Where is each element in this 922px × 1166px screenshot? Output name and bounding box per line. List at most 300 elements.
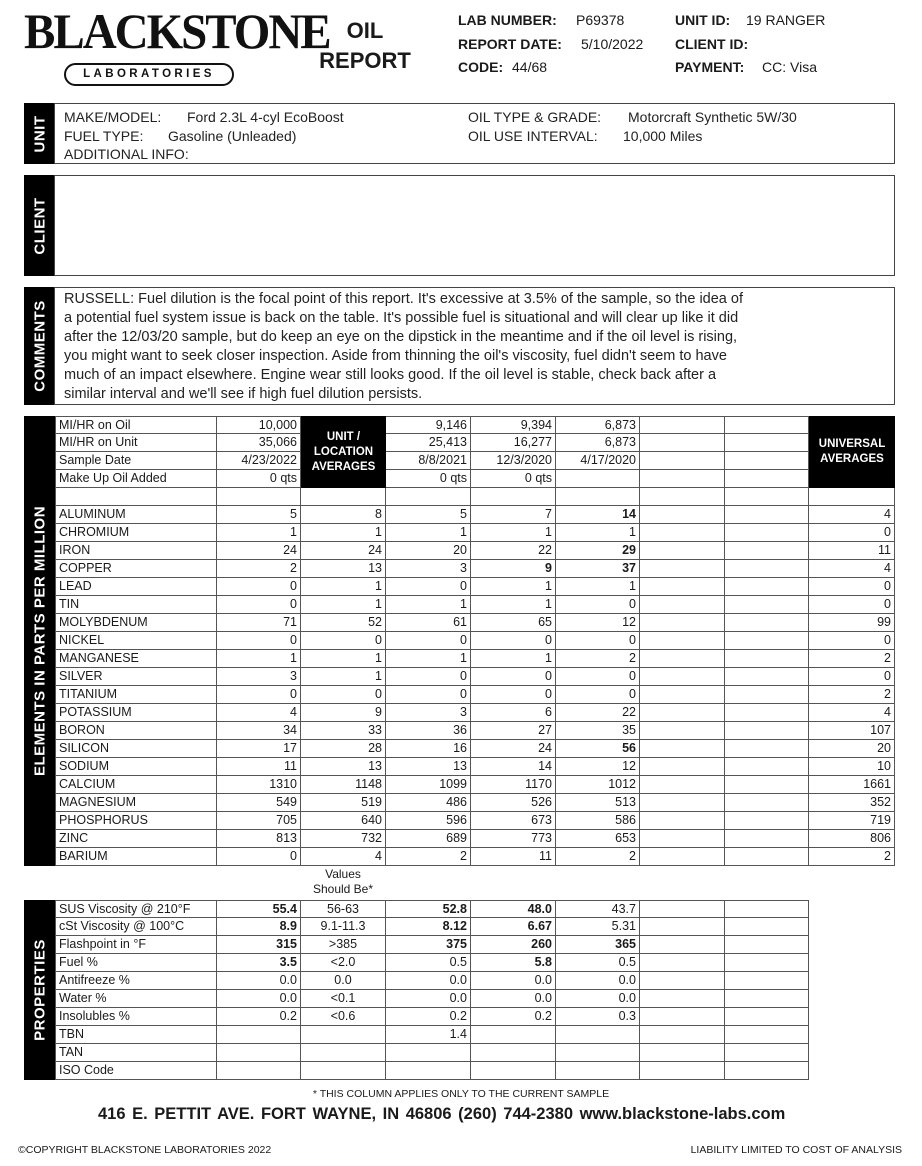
- oil-type-value: Motorcraft Synthetic 5W/30: [628, 109, 797, 125]
- spacer-cell: [386, 488, 471, 506]
- property-value-s1: 0.2: [386, 1008, 471, 1026]
- payment-label: PAYMENT:: [675, 59, 745, 75]
- footnote: * THIS COLUMN APPLIES ONLY TO THE CURRENT SAMPLE: [312, 1088, 610, 1100]
- property-value-avg: >385: [301, 936, 386, 954]
- element-value-avg: 519: [301, 794, 386, 812]
- empty-cell: [640, 632, 725, 650]
- element-label: NICKEL: [55, 632, 217, 650]
- property-value-s3: 0.5: [556, 954, 640, 972]
- empty-cell: [640, 686, 725, 704]
- property-label: Insolubles %: [55, 1008, 217, 1026]
- info-cell-s2: 16,277: [471, 434, 556, 452]
- empty-cell: [640, 470, 725, 488]
- element-value-s3: 1012: [556, 776, 640, 794]
- empty-cell: [725, 936, 809, 954]
- element-value-uni: 10: [809, 758, 895, 776]
- element-value-s2: 11: [471, 848, 556, 866]
- element-value-uni: 352: [809, 794, 895, 812]
- info-cell-cur: 35,066: [216, 434, 301, 452]
- element-label: MANGANESE: [55, 650, 217, 668]
- values-should-be-header: [301, 867, 385, 897]
- element-value-s3: 0: [556, 632, 640, 650]
- element-label: LEAD: [55, 578, 217, 596]
- report-date-value: 5/10/2022: [581, 36, 644, 52]
- element-label: TITANIUM: [55, 686, 217, 704]
- element-value-cur: 0: [216, 578, 301, 596]
- empty-cell: [725, 972, 809, 990]
- element-label: CALCIUM: [55, 776, 217, 794]
- element-value-cur: 24: [216, 542, 301, 560]
- element-value-uni: 11: [809, 542, 895, 560]
- empty-cell: [725, 524, 809, 542]
- spacer-cell: [55, 488, 217, 506]
- element-value-uni: 4: [809, 704, 895, 722]
- property-value-s1: [386, 1062, 471, 1080]
- element-value-avg: 13: [301, 758, 386, 776]
- empty-cell: [640, 848, 725, 866]
- info-row-label: Make Up Oil Added: [55, 470, 217, 488]
- liability-note: LIABILITY LIMITED TO COST OF ANALYSIS: [690, 1144, 902, 1156]
- property-value-s2: 0.2: [471, 1008, 556, 1026]
- element-value-uni: 2: [809, 848, 895, 866]
- element-label: SILICON: [55, 740, 217, 758]
- property-value-avg: 56-63: [301, 900, 386, 918]
- empty-cell: [725, 596, 809, 614]
- info-row-label: Sample Date: [55, 452, 217, 470]
- element-value-uni: 99: [809, 614, 895, 632]
- element-value-cur: 71: [216, 614, 301, 632]
- element-value-cur: 2: [216, 560, 301, 578]
- property-label: Fuel %: [55, 954, 217, 972]
- empty-cell: [640, 578, 725, 596]
- empty-cell: [640, 1044, 725, 1062]
- property-value-s2: 260: [471, 936, 556, 954]
- element-value-s3: 22: [556, 704, 640, 722]
- empty-cell: [640, 954, 725, 972]
- property-value-s3: 365: [556, 936, 640, 954]
- empty-cell: [640, 972, 725, 990]
- empty-cell: [725, 900, 809, 918]
- empty-cell: [725, 650, 809, 668]
- element-label: BORON: [55, 722, 217, 740]
- empty-cell: [725, 776, 809, 794]
- element-value-cur: 5: [216, 506, 301, 524]
- empty-cell: [725, 1026, 809, 1044]
- element-value-s1: 5: [386, 506, 471, 524]
- empty-cell: [725, 954, 809, 972]
- property-value-s2: [471, 1026, 556, 1044]
- logo-wordmark: BLACKSTONE: [24, 4, 330, 60]
- element-value-s3: 1: [556, 524, 640, 542]
- element-value-avg: 52: [301, 614, 386, 632]
- element-value-s3: 12: [556, 758, 640, 776]
- element-value-cur: 34: [216, 722, 301, 740]
- element-value-uni: 1661: [809, 776, 895, 794]
- element-value-s2: 0: [471, 686, 556, 704]
- property-value-avg: 9.1-11.3: [301, 918, 386, 936]
- element-value-s3: 37: [556, 560, 640, 578]
- comment-line: similar interval and we'll see if high fuel dilution persists.: [64, 386, 423, 402]
- empty-cell: [640, 1062, 725, 1080]
- spacer-cell: [556, 488, 640, 506]
- property-value-avg: 0.0: [301, 972, 386, 990]
- spacer-cell: [809, 488, 895, 506]
- spacer-cell: [301, 488, 386, 506]
- empty-cell: [725, 686, 809, 704]
- element-value-cur: 0: [216, 686, 301, 704]
- element-value-uni: 0: [809, 596, 895, 614]
- empty-cell: [725, 416, 809, 434]
- element-value-s1: 20: [386, 542, 471, 560]
- empty-cell: [725, 830, 809, 848]
- make-model-value: Ford 2.3L 4-cyl EcoBoost: [187, 109, 344, 125]
- lab-number-label: LAB NUMBER:: [458, 12, 557, 28]
- values-header-line-1: Values: [325, 867, 361, 881]
- elements-side-label: ELEMENTS IN PARTS PER MILLION: [24, 416, 55, 866]
- empty-cell: [640, 1026, 725, 1044]
- property-value-cur: [216, 1026, 301, 1044]
- element-value-cur: 549: [216, 794, 301, 812]
- info-row-label: MI/HR on Oil: [55, 416, 217, 434]
- element-value-s3: 2: [556, 848, 640, 866]
- element-value-s2: 1: [471, 596, 556, 614]
- element-value-s2: 1170: [471, 776, 556, 794]
- oil-type-label: OIL TYPE & GRADE:: [468, 109, 602, 125]
- element-label: COPPER: [55, 560, 217, 578]
- empty-cell: [640, 722, 725, 740]
- empty-cell: [640, 812, 725, 830]
- element-value-s2: 673: [471, 812, 556, 830]
- element-value-s1: 596: [386, 812, 471, 830]
- empty-cell: [640, 596, 725, 614]
- unit-id-label: UNIT ID:: [675, 12, 731, 28]
- element-value-uni: 4: [809, 506, 895, 524]
- code-label: CODE:: [458, 59, 504, 75]
- comments-side-label: COMMENTS: [24, 287, 55, 405]
- property-label: ISO Code: [55, 1062, 217, 1080]
- element-value-s1: 0: [386, 668, 471, 686]
- element-value-s2: 24: [471, 740, 556, 758]
- element-value-avg: 1: [301, 524, 386, 542]
- element-value-avg: 24: [301, 542, 386, 560]
- make-model-label: MAKE/MODEL:: [64, 109, 162, 125]
- comment-line: a potential fuel system issue is back on the table. It's possible fuel is situational and will clear up like it did: [64, 310, 739, 326]
- property-value-avg: <0.6: [301, 1008, 386, 1026]
- info-cell-cur: 4/23/2022: [216, 452, 301, 470]
- element-label: BARIUM: [55, 848, 217, 866]
- info-cell-s2: 12/3/2020: [471, 452, 556, 470]
- empty-cell: [640, 542, 725, 560]
- fuel-type-value: Gasoline (Unleaded): [168, 128, 297, 144]
- property-value-s2: 0.0: [471, 972, 556, 990]
- element-value-cur: 813: [216, 830, 301, 848]
- element-value-s3: 12: [556, 614, 640, 632]
- client-box: [54, 175, 895, 276]
- empty-cell: [640, 434, 725, 452]
- empty-cell: [725, 1062, 809, 1080]
- empty-cell: [725, 704, 809, 722]
- element-value-s3: 2: [556, 650, 640, 668]
- element-value-s3: 35: [556, 722, 640, 740]
- oil-use-value: 10,000 Miles: [623, 128, 703, 144]
- property-label: cSt Viscosity @ 100°C: [55, 918, 217, 936]
- empty-cell: [725, 990, 809, 1008]
- element-value-avg: 28: [301, 740, 386, 758]
- element-value-cur: 3: [216, 668, 301, 686]
- property-value-s2: 5.8: [471, 954, 556, 972]
- element-value-s1: 0: [386, 578, 471, 596]
- payment-value: CC: Visa: [762, 59, 817, 75]
- property-value-s2: [471, 1062, 556, 1080]
- element-label: ZINC: [55, 830, 217, 848]
- element-value-s2: 1: [471, 578, 556, 596]
- property-value-avg: [301, 1062, 386, 1080]
- spacer-cell: [471, 488, 556, 506]
- property-value-cur: [216, 1044, 301, 1062]
- element-value-cur: 0: [216, 848, 301, 866]
- property-label: Antifreeze %: [55, 972, 217, 990]
- info-cell-s2: 9,394: [471, 416, 556, 434]
- element-value-s1: 2: [386, 848, 471, 866]
- unit-id-value: 19 RANGER: [746, 12, 826, 28]
- element-value-s1: 1: [386, 596, 471, 614]
- empty-cell: [725, 848, 809, 866]
- element-label: TIN: [55, 596, 217, 614]
- empty-cell: [640, 704, 725, 722]
- empty-cell: [725, 918, 809, 936]
- element-value-uni: 107: [809, 722, 895, 740]
- element-value-s2: 0: [471, 668, 556, 686]
- property-label: Water %: [55, 990, 217, 1008]
- element-label: SILVER: [55, 668, 217, 686]
- element-value-uni: 4: [809, 560, 895, 578]
- element-value-s1: 61: [386, 614, 471, 632]
- element-value-s1: 1099: [386, 776, 471, 794]
- property-value-s1: 8.12: [386, 918, 471, 936]
- element-value-cur: 0: [216, 632, 301, 650]
- fuel-type-label: FUEL TYPE:: [64, 128, 144, 144]
- empty-cell: [640, 1008, 725, 1026]
- comment-line: RUSSELL: Fuel dilution is the focal point of this report. It's excessive at 3.5% of the sample, so the idea of: [64, 291, 743, 307]
- comment-line: you might want to seek closer inspection. Aside from thinning the oil's viscosity, fuel didn't seem to have: [64, 348, 727, 364]
- element-value-avg: 732: [301, 830, 386, 848]
- property-value-s1: 0.0: [386, 972, 471, 990]
- element-value-avg: 8: [301, 506, 386, 524]
- element-value-s1: 13: [386, 758, 471, 776]
- info-cell-cur: 10,000: [216, 416, 301, 434]
- info-cell-s3: 6,873: [556, 416, 640, 434]
- report-date-label: REPORT DATE:: [458, 36, 562, 52]
- property-value-avg: <2.0: [301, 954, 386, 972]
- property-value-cur: 3.5: [216, 954, 301, 972]
- element-value-avg: 1: [301, 596, 386, 614]
- values-header-line-2: Should Be*: [312, 882, 374, 896]
- info-cell-s1: 25,413: [386, 434, 471, 452]
- property-value-cur: [216, 1062, 301, 1080]
- empty-cell: [725, 1044, 809, 1062]
- property-value-s1: 0.5: [386, 954, 471, 972]
- empty-cell: [725, 614, 809, 632]
- info-cell-s3: 4/17/2020: [556, 452, 640, 470]
- empty-cell: [640, 668, 725, 686]
- empty-cell: [725, 506, 809, 524]
- element-value-uni: 20: [809, 740, 895, 758]
- element-value-s3: 1: [556, 578, 640, 596]
- title-line-2: REPORT: [319, 48, 411, 73]
- empty-cell: [725, 434, 809, 452]
- element-value-s1: 0: [386, 686, 471, 704]
- element-value-avg: 1148: [301, 776, 386, 794]
- element-value-avg: 9: [301, 704, 386, 722]
- empty-cell: [725, 1008, 809, 1026]
- empty-cell: [640, 776, 725, 794]
- empty-cell: [640, 740, 725, 758]
- element-value-s3: 56: [556, 740, 640, 758]
- element-label: PHOSPHORUS: [55, 812, 217, 830]
- property-value-s3: [556, 1044, 640, 1062]
- element-value-avg: 640: [301, 812, 386, 830]
- element-label: ALUMINUM: [55, 506, 217, 524]
- property-value-s3: [556, 1026, 640, 1044]
- empty-cell: [640, 830, 725, 848]
- empty-cell: [640, 524, 725, 542]
- empty-cell: [640, 416, 725, 434]
- element-value-s2: 14: [471, 758, 556, 776]
- element-label: IRON: [55, 542, 217, 560]
- properties-side-label: PROPERTIES: [24, 900, 55, 1080]
- element-value-uni: 806: [809, 830, 895, 848]
- property-value-cur: 55.4: [216, 900, 301, 918]
- empty-cell: [640, 452, 725, 470]
- element-value-avg: 4: [301, 848, 386, 866]
- element-value-s3: 513: [556, 794, 640, 812]
- element-value-avg: 0: [301, 686, 386, 704]
- empty-cell: [725, 740, 809, 758]
- property-value-cur: 8.9: [216, 918, 301, 936]
- element-value-s1: 0: [386, 632, 471, 650]
- element-value-uni: 2: [809, 686, 895, 704]
- property-value-s2: 0.0: [471, 990, 556, 1008]
- property-value-avg: [301, 1044, 386, 1062]
- element-value-cur: 1: [216, 524, 301, 542]
- element-label: MOLYBDENUM: [55, 614, 217, 632]
- element-value-uni: 719: [809, 812, 895, 830]
- element-value-s2: 9: [471, 560, 556, 578]
- empty-cell: [640, 506, 725, 524]
- element-value-uni: 0: [809, 668, 895, 686]
- empty-cell: [725, 542, 809, 560]
- empty-cell: [725, 470, 809, 488]
- element-value-s1: 1: [386, 650, 471, 668]
- element-value-s3: 653: [556, 830, 640, 848]
- property-value-s2: [471, 1044, 556, 1062]
- element-value-avg: 1: [301, 668, 386, 686]
- property-label: SUS Viscosity @ 210°F: [55, 900, 217, 918]
- property-value-s2: 48.0: [471, 900, 556, 918]
- info-cell-s1: 9,146: [386, 416, 471, 434]
- empty-cell: [725, 668, 809, 686]
- unit-averages-header: UNIT / LOCATION AVERAGES: [301, 416, 386, 488]
- element-value-avg: 13: [301, 560, 386, 578]
- element-value-s1: 16: [386, 740, 471, 758]
- element-value-s2: 27: [471, 722, 556, 740]
- property-value-cur: 315: [216, 936, 301, 954]
- element-value-cur: 1: [216, 650, 301, 668]
- empty-cell: [640, 650, 725, 668]
- code-value: 44/68: [512, 59, 548, 75]
- property-value-s3: 0.0: [556, 990, 640, 1008]
- property-value-cur: 0.0: [216, 972, 301, 990]
- universal-averages-header: UNIVERSAL AVERAGES: [809, 416, 895, 488]
- empty-cell: [640, 936, 725, 954]
- element-value-s1: 486: [386, 794, 471, 812]
- property-value-cur: 0.0: [216, 990, 301, 1008]
- element-label: POTASSIUM: [55, 704, 217, 722]
- property-value-avg: [301, 1026, 386, 1044]
- client-id-label: CLIENT ID:: [675, 36, 749, 52]
- empty-cell: [725, 452, 809, 470]
- spacer-cell: [640, 488, 725, 506]
- empty-cell: [640, 990, 725, 1008]
- empty-cell: [640, 758, 725, 776]
- element-value-s3: 0: [556, 686, 640, 704]
- element-value-s1: 689: [386, 830, 471, 848]
- property-label: TBN: [55, 1026, 217, 1044]
- element-value-s2: 22: [471, 542, 556, 560]
- comments-text: [64, 290, 824, 404]
- empty-cell: [640, 560, 725, 578]
- element-value-uni: 0: [809, 524, 895, 542]
- element-label: CHROMIUM: [55, 524, 217, 542]
- info-row-label: MI/HR on Unit: [55, 434, 217, 452]
- empty-cell: [640, 794, 725, 812]
- element-value-uni: 2: [809, 650, 895, 668]
- info-cell-s3: [556, 470, 640, 488]
- report-title: [300, 16, 430, 76]
- element-value-avg: 0: [301, 632, 386, 650]
- info-cell-s1: 0 qts: [386, 470, 471, 488]
- element-value-cur: 0: [216, 596, 301, 614]
- element-value-s2: 6: [471, 704, 556, 722]
- element-value-s2: 1: [471, 650, 556, 668]
- info-cell-s3: 6,873: [556, 434, 640, 452]
- empty-cell: [725, 632, 809, 650]
- unit-side-label: UNIT: [24, 103, 55, 164]
- property-label: TAN: [55, 1044, 217, 1062]
- element-value-s2: 7: [471, 506, 556, 524]
- element-value-s2: 1: [471, 524, 556, 542]
- empty-cell: [725, 758, 809, 776]
- element-label: SODIUM: [55, 758, 217, 776]
- element-value-s1: 3: [386, 704, 471, 722]
- element-value-s3: 14: [556, 506, 640, 524]
- blackstone-logo: [24, 4, 330, 88]
- empty-cell: [725, 560, 809, 578]
- lab-address: 416 E. PETTIT AVE. FORT WAYNE, IN 46806 (260) 744-2380 www.blackstone-labs.com: [98, 1105, 786, 1123]
- copyright: ©COPYRIGHT BLACKSTONE LABORATORIES 2022: [18, 1144, 272, 1156]
- spacer-cell: [725, 488, 809, 506]
- element-value-uni: 0: [809, 578, 895, 596]
- info-cell-cur: 0 qts: [216, 470, 301, 488]
- element-value-s1: 1: [386, 524, 471, 542]
- element-value-s1: 3: [386, 560, 471, 578]
- property-value-s1: [386, 1044, 471, 1062]
- property-value-s1: 1.4: [386, 1026, 471, 1044]
- empty-cell: [640, 614, 725, 632]
- element-value-cur: 11: [216, 758, 301, 776]
- element-value-cur: 4: [216, 704, 301, 722]
- title-line-1: OIL: [346, 18, 384, 43]
